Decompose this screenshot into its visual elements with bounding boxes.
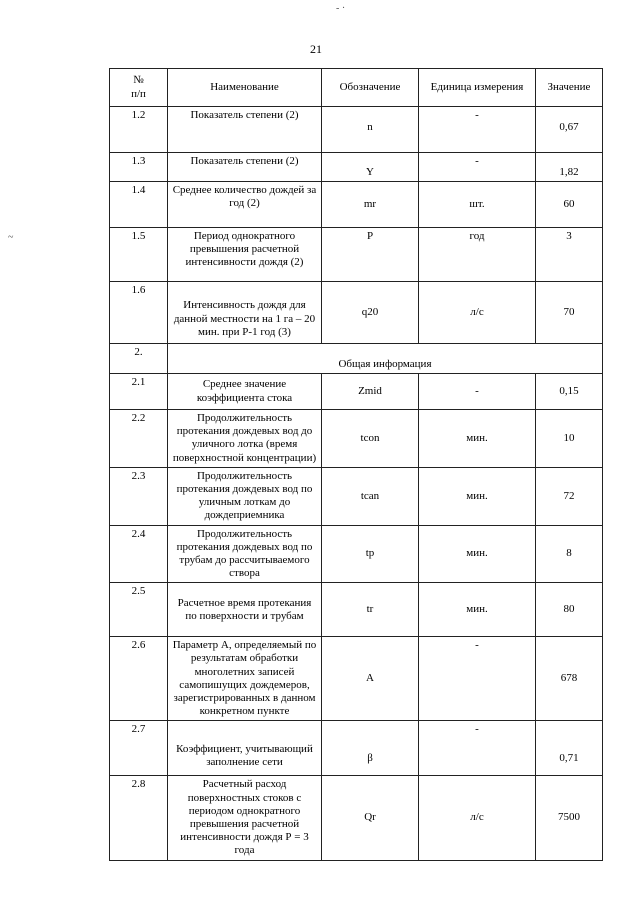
- header-name: Наименование: [168, 69, 322, 107]
- row-value: 0,71: [536, 721, 603, 776]
- row-designation: β: [322, 721, 419, 776]
- row-name: Среднее значение коэффициента стока: [168, 374, 322, 410]
- row-name: Показатель степени (2): [168, 107, 322, 153]
- row-designation: tcon: [322, 410, 419, 468]
- row-designation: Qr: [322, 776, 419, 860]
- row-unit: л/с: [419, 776, 536, 860]
- table-row: [110, 721, 603, 776]
- row-designation: A: [322, 637, 419, 721]
- row-number: 2.8: [110, 776, 168, 860]
- header-num-symbol: №: [133, 74, 144, 87]
- table-row: [110, 107, 603, 153]
- page-number: 21: [310, 42, 322, 56]
- row-value: 0,67: [536, 107, 603, 153]
- row-number: 1.4: [110, 182, 168, 228]
- row-name: Интенсивность дождя для данной местности на 1 га – 20 мин. при Р-1 год (3): [168, 282, 322, 344]
- table-row: [110, 410, 603, 468]
- row-value: 80: [536, 583, 603, 637]
- row-value: 0,15: [536, 374, 603, 410]
- table-row: [110, 228, 603, 282]
- row-unit: год: [419, 228, 536, 282]
- row-number: 1.6: [110, 282, 168, 344]
- row-value: 8: [536, 525, 603, 583]
- row-number: 1.3: [110, 153, 168, 182]
- row-unit: -: [419, 107, 536, 153]
- row-unit: -: [419, 374, 536, 410]
- row-designation: Zmid: [322, 374, 419, 410]
- row-number: 1.2: [110, 107, 168, 153]
- table-row: [110, 153, 603, 182]
- row-designation: q20: [322, 282, 419, 344]
- row-value: 72: [536, 467, 603, 525]
- row-value: 7500: [536, 776, 603, 860]
- row-unit: -: [419, 637, 536, 721]
- row-designation: n: [322, 107, 419, 153]
- row-value: 10: [536, 410, 603, 468]
- row-unit: шт.: [419, 182, 536, 228]
- header-num: [110, 69, 168, 107]
- row-number: 2.4: [110, 525, 168, 583]
- row-designation: tr: [322, 583, 419, 637]
- row-number: 2.3: [110, 467, 168, 525]
- row-unit: мин.: [419, 525, 536, 583]
- data-table: [109, 68, 603, 861]
- row-number: 2.6: [110, 637, 168, 721]
- row-value: 70: [536, 282, 603, 344]
- header-num-abbr: п/п: [131, 87, 146, 100]
- section-row: [110, 344, 603, 374]
- row-unit: мин.: [419, 467, 536, 525]
- row-number: 2.5: [110, 583, 168, 637]
- table-row: [110, 525, 603, 583]
- row-unit: мин.: [419, 410, 536, 468]
- table-row: [110, 374, 603, 410]
- table-row: [110, 282, 603, 344]
- row-name: Расчетный расход поверхностных стоков с периодом однократного превышения расчетной интенсивности дождя Р = 3 года: [168, 776, 322, 860]
- table-row: [110, 467, 603, 525]
- row-value: 60: [536, 182, 603, 228]
- row-name: Параметр А, определяемый по результатам обработки многолетних записей самопишущих дождемеров, зарегистрированных в данном конкретном пункте: [168, 637, 322, 721]
- table-row: [110, 583, 603, 637]
- header-designation: Обозначение: [322, 69, 419, 107]
- row-number: 2.2: [110, 410, 168, 468]
- row-number: 2.1: [110, 374, 168, 410]
- row-unit: мин.: [419, 583, 536, 637]
- row-unit: -: [419, 721, 536, 776]
- row-designation: tp: [322, 525, 419, 583]
- row-value: 678: [536, 637, 603, 721]
- row-number: 2.7: [110, 721, 168, 776]
- section-number: 2.: [110, 344, 168, 374]
- row-designation: P: [322, 228, 419, 282]
- row-number: 1.5: [110, 228, 168, 282]
- row-name: Продолжительность протекания дождевых вод по трубам до рассчитываемого створа: [168, 525, 322, 583]
- row-designation: tcan: [322, 467, 419, 525]
- table-row: [110, 182, 603, 228]
- row-name: Продолжительность протекания дождевых вод по уличным лоткам до дождеприемника: [168, 467, 322, 525]
- row-name: Коэффициент, учитывающий заполнение сети: [168, 721, 322, 776]
- scan-mark-left: ~: [8, 232, 14, 243]
- row-unit: -: [419, 153, 536, 182]
- section-title: Общая информация: [168, 344, 603, 374]
- row-name: Среднее количество дождей за год (2): [168, 182, 322, 228]
- row-name: Период однократного превышения расчетной интенсивности дождя (2): [168, 228, 322, 282]
- row-unit: л/с: [419, 282, 536, 344]
- row-designation: Y: [322, 153, 419, 182]
- row-name: Продолжительность протекания дождевых вод до уличного лотка (время поверхностной концентрации): [168, 410, 322, 468]
- row-value: 3: [536, 228, 603, 282]
- table-row: [110, 637, 603, 721]
- table-header-row: [110, 69, 603, 107]
- scan-mark-top: - ·: [336, 3, 346, 14]
- row-designation: mr: [322, 182, 419, 228]
- header-value: Значение: [536, 69, 603, 107]
- row-value: 1,82: [536, 153, 603, 182]
- row-name: Показатель степени (2): [168, 153, 322, 182]
- header-unit: Единица измерения: [419, 69, 536, 107]
- table-row: [110, 776, 603, 860]
- row-name: Расчетное время протекания по поверхности и трубам: [168, 583, 322, 637]
